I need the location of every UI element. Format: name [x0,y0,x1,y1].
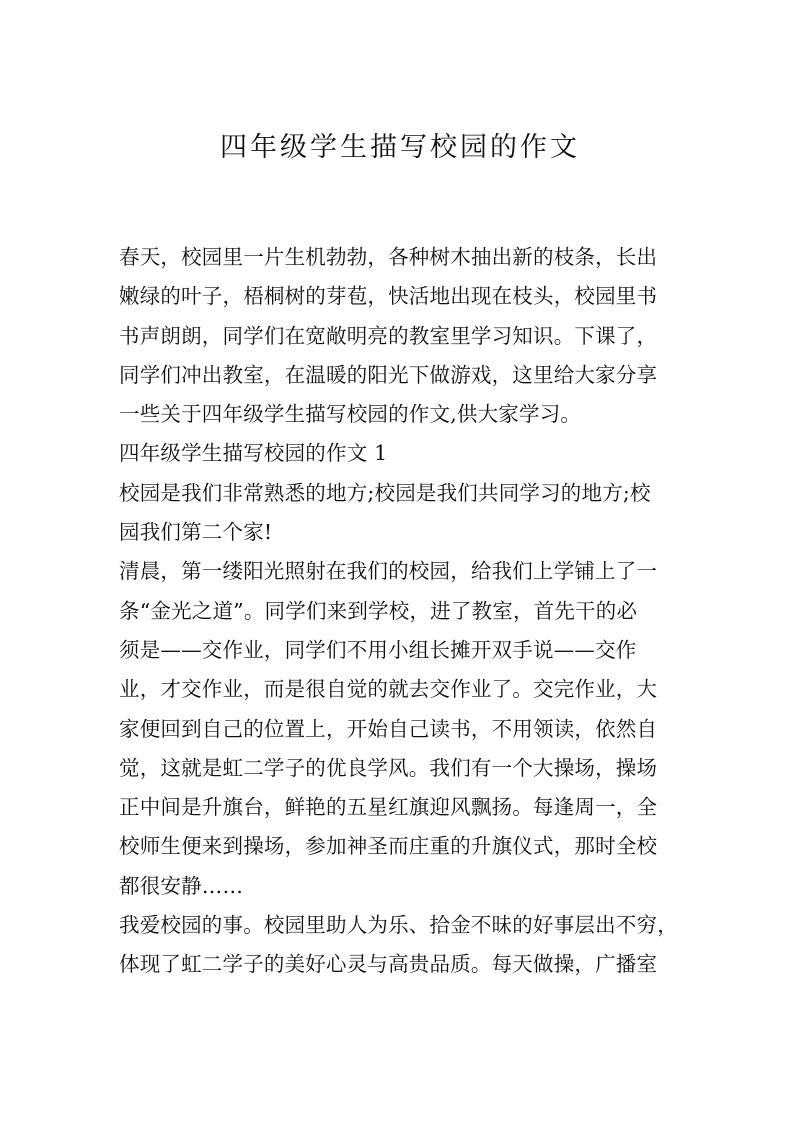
text-line: 家便回到自己的位置上，开始自己读书，不用领读，依然自 [119,716,658,741]
text-line: 同学们冲出教室，在温暖的阳光下做游戏，这里给大家分享 [119,362,658,387]
text-line: 体现了虹二学子的美好心灵与高贵品质。每天做操，广播室 [119,952,658,977]
text-line: 校园是我们非常熟悉的地方;校园是我们共同学习的地方;校 [119,480,651,505]
section-heading: 四年级学生描写校园的作文 1 [119,441,388,466]
text-line: 条“金光之道”。同学们来到学校，进了教室，首先干的必 [119,598,638,623]
text-line: 春天，校园里一片生机勃勃，各种树木抽出新的枝条，长出 [119,245,658,269]
text-line: 清晨，第一缕阳光照射在我们的校园，给我们上学铺上了一 [119,559,658,584]
document-title: 四年级学生描写校园的作文 [220,132,580,163]
text-line: 校师生便来到操场，参加神圣而庄重的升旗仪式，那时全校 [119,834,658,859]
text-line: 一些关于四年级学生描写校园的作文,供大家学习。 [119,402,582,427]
text-line: 嫩绿的叶子，梧桐树的芽苞，快活地出现在枝头，校园里书 [119,284,658,309]
text-line: 园我们第二个家! [119,520,273,545]
text-line: 书声朗朗，同学们在宽敞明亮的教室里学习知识。下课了， [119,323,658,348]
text-line: 我爱校园的事。校园里助人为乐、拾金不昧的好事层出不穷， [119,913,678,938]
text-line: 都很安静…… [119,873,244,898]
text-line: 正中间是升旗台，鲜艳的五星红旗迎风飘扬。每逢周一，全 [119,795,658,820]
text-line: 觉，这就是虹二学子的优良学风。我们有一个大操场，操场 [119,755,658,780]
text-line: 业，才交作业，而是很自觉的就去交作业了。交完作业，大 [119,677,658,702]
document-body [119,238,685,985]
text-line: 须是——交作业，同学们不用小组长摊开双手说——交作 [119,637,637,662]
